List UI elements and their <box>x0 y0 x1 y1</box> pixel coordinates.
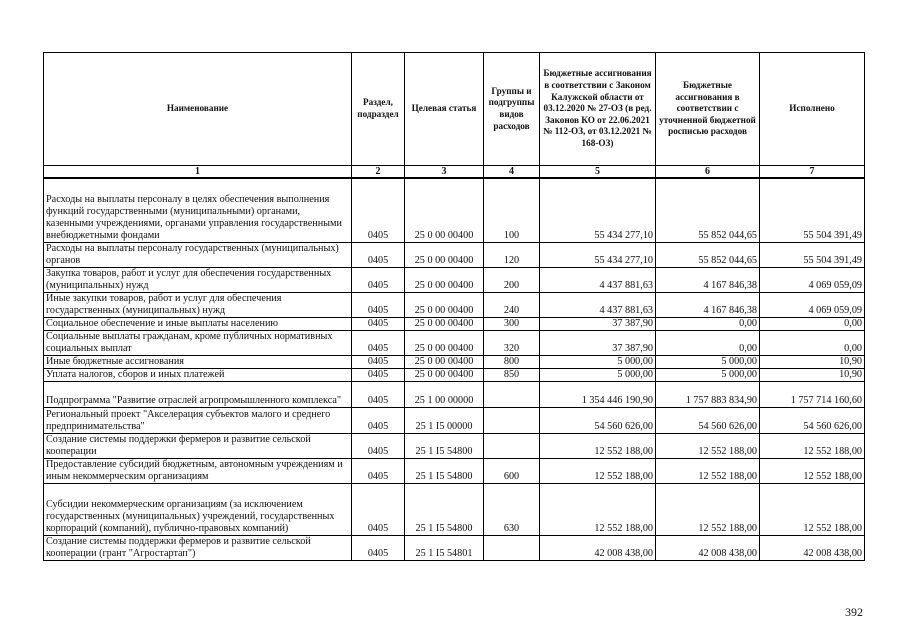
row-law-amount: 1 354 446 190,90 <box>540 381 656 407</box>
row-section: 0405 <box>352 368 405 381</box>
table-row <box>44 535 865 560</box>
row-refined-amount: 5 000,00 <box>656 355 760 368</box>
row-section: 0405 <box>352 267 405 292</box>
row-target: 25 0 00 00400 <box>405 355 484 368</box>
row-section: 0405 <box>352 407 405 433</box>
row-section: 0405 <box>352 355 405 368</box>
column-number-row <box>44 166 865 179</box>
row-group: 850 <box>484 368 540 381</box>
row-target: 25 0 00 00400 <box>405 178 484 242</box>
row-refined-amount: 54 560 626,00 <box>656 407 760 433</box>
row-target: 25 0 00 00400 <box>405 330 484 355</box>
row-executed-amount: 12 552 188,00 <box>760 433 865 458</box>
row-section: 0405 <box>352 458 405 483</box>
header-section: Раздел, подраздел <box>352 53 405 166</box>
row-target: 25 1 I5 00000 <box>405 407 484 433</box>
page-number: 392 <box>845 605 863 619</box>
row-target: 25 1 I5 54800 <box>405 483 484 535</box>
table-row <box>44 433 865 458</box>
row-group <box>484 381 540 407</box>
row-executed-amount: 0,00 <box>760 317 865 330</box>
row-target: 25 0 00 00400 <box>405 242 484 267</box>
row-target: 25 1 I5 54800 <box>405 458 484 483</box>
row-name: Закупка товаров, работ и услуг для обеспечения государственных (муниципальных) нужд <box>44 267 352 292</box>
row-section: 0405 <box>352 317 405 330</box>
column-number: 3 <box>405 166 484 179</box>
table-row <box>44 381 865 407</box>
row-group: 600 <box>484 458 540 483</box>
row-executed-amount: 54 560 626,00 <box>760 407 865 433</box>
row-law-amount: 54 560 626,00 <box>540 407 656 433</box>
row-name: Создание системы поддержки фермеров и развитие сельской кооперации (грант "Агростартап") <box>44 535 352 560</box>
table-row <box>44 458 865 483</box>
row-group: 630 <box>484 483 540 535</box>
column-number: 5 <box>540 166 656 179</box>
budget-table <box>43 52 865 561</box>
row-name: Подпрограмма "Развитие отраслей агропромышленного комплекса" <box>44 381 352 407</box>
row-name: Создание системы поддержки фермеров и развитие сельской кооперации <box>44 433 352 458</box>
row-group: 120 <box>484 242 540 267</box>
row-law-amount: 42 008 438,00 <box>540 535 656 560</box>
row-executed-amount: 42 008 438,00 <box>760 535 865 560</box>
row-group <box>484 433 540 458</box>
table-row <box>44 355 865 368</box>
table-row <box>44 407 865 433</box>
row-executed-amount: 12 552 188,00 <box>760 458 865 483</box>
row-group: 240 <box>484 292 540 317</box>
row-group: 200 <box>484 267 540 292</box>
row-section: 0405 <box>352 483 405 535</box>
row-group: 800 <box>484 355 540 368</box>
row-refined-amount: 4 167 846,38 <box>656 267 760 292</box>
header-executed: Исполнено <box>760 53 865 166</box>
row-law-amount: 4 437 881,63 <box>540 267 656 292</box>
row-section: 0405 <box>352 381 405 407</box>
table-body <box>44 178 865 560</box>
header-row <box>44 53 865 166</box>
row-group <box>484 535 540 560</box>
row-law-amount: 12 552 188,00 <box>540 458 656 483</box>
row-section: 0405 <box>352 242 405 267</box>
table-row <box>44 178 865 242</box>
row-executed-amount: 4 069 059,09 <box>760 267 865 292</box>
header-groups: Группы и подгруппы видов расходов <box>484 53 540 166</box>
row-group: 300 <box>484 317 540 330</box>
row-law-amount: 12 552 188,00 <box>540 433 656 458</box>
row-law-amount: 37 387,90 <box>540 317 656 330</box>
row-refined-amount: 5 000,00 <box>656 368 760 381</box>
column-number: 4 <box>484 166 540 179</box>
row-section: 0405 <box>352 433 405 458</box>
row-name: Субсидии некоммерческим организациям (за исключением государственных (муниципальных) учреждений, государственных корпораций (компаний), публично-правовых компаний) <box>44 483 352 535</box>
table-row <box>44 483 865 535</box>
row-target: 25 0 00 00400 <box>405 368 484 381</box>
row-name: Иные бюджетные ассигнования <box>44 355 352 368</box>
row-group <box>484 407 540 433</box>
row-executed-amount: 12 552 188,00 <box>760 483 865 535</box>
row-name: Уплата налогов, сборов и иных платежей <box>44 368 352 381</box>
table-row <box>44 368 865 381</box>
row-refined-amount: 1 757 883 834,90 <box>656 381 760 407</box>
table-row <box>44 267 865 292</box>
row-section: 0405 <box>352 535 405 560</box>
row-refined-amount: 4 167 846,38 <box>656 292 760 317</box>
row-law-amount: 55 434 277,10 <box>540 178 656 242</box>
row-target: 25 1 00 00000 <box>405 381 484 407</box>
column-number: 7 <box>760 166 865 179</box>
row-executed-amount: 10,90 <box>760 355 865 368</box>
row-name: Социальное обеспечение и иные выплаты населению <box>44 317 352 330</box>
row-law-amount: 12 552 188,00 <box>540 483 656 535</box>
column-number: 6 <box>656 166 760 179</box>
row-target: 25 0 00 00400 <box>405 267 484 292</box>
table-row <box>44 330 865 355</box>
row-law-amount: 4 437 881,63 <box>540 292 656 317</box>
row-refined-amount: 55 852 044,65 <box>656 178 760 242</box>
table-row <box>44 242 865 267</box>
column-number: 1 <box>44 166 352 179</box>
row-refined-amount: 0,00 <box>656 317 760 330</box>
row-law-amount: 55 434 277,10 <box>540 242 656 267</box>
row-refined-amount: 55 852 044,65 <box>656 242 760 267</box>
row-target: 25 1 I5 54801 <box>405 535 484 560</box>
row-refined-amount: 12 552 188,00 <box>656 458 760 483</box>
row-law-amount: 5 000,00 <box>540 368 656 381</box>
row-section: 0405 <box>352 178 405 242</box>
row-group: 100 <box>484 178 540 242</box>
header-name: Наименование <box>44 53 352 166</box>
row-executed-amount: 55 504 391,49 <box>760 178 865 242</box>
row-law-amount: 37 387,90 <box>540 330 656 355</box>
row-target: 25 0 00 00400 <box>405 317 484 330</box>
table-row <box>44 317 865 330</box>
row-name: Расходы на выплаты персоналу в целях обеспечения выполнения функций государственными (муниципальными) органами, казенными учреждениями, органами управления государственными внебюджетными фондами <box>44 178 352 242</box>
header-refined-allocations: Бюджетные ассигнования в соответствии с уточненной бюджетной росписью расходов <box>656 53 760 166</box>
row-group: 320 <box>484 330 540 355</box>
row-target: 25 1 I5 54800 <box>405 433 484 458</box>
row-executed-amount: 10,90 <box>760 368 865 381</box>
row-executed-amount: 1 757 714 160,60 <box>760 381 865 407</box>
column-number: 2 <box>352 166 405 179</box>
row-law-amount: 5 000,00 <box>540 355 656 368</box>
row-name: Региональный проект "Акселерация субъектов малого и среднего предпринимательства" <box>44 407 352 433</box>
row-name: Предоставление субсидий бюджетным, автономным учреждениям и иным некоммерческим организациям <box>44 458 352 483</box>
row-name: Расходы на выплаты персоналу государственных (муниципальных) органов <box>44 242 352 267</box>
row-name: Иные закупки товаров, работ и услуг для обеспечения государственных (муниципальных) нужд <box>44 292 352 317</box>
row-refined-amount: 0,00 <box>656 330 760 355</box>
row-section: 0405 <box>352 292 405 317</box>
row-target: 25 0 00 00400 <box>405 292 484 317</box>
row-executed-amount: 4 069 059,09 <box>760 292 865 317</box>
row-name: Социальные выплаты гражданам, кроме публичных нормативных социальных выплат <box>44 330 352 355</box>
header-target: Целевая статья <box>405 53 484 166</box>
header-law-allocations: Бюджетные ассигнования в соответствии с Законом Калужской области от 03.12.2020 № 27-ОЗ (в ред. Законов КО от 22.06.2021 № 112-ОЗ, от 03.12.2021 № 168-ОЗ) <box>540 53 656 166</box>
row-executed-amount: 55 504 391,49 <box>760 242 865 267</box>
row-executed-amount: 0,00 <box>760 330 865 355</box>
row-refined-amount: 42 008 438,00 <box>656 535 760 560</box>
row-refined-amount: 12 552 188,00 <box>656 483 760 535</box>
row-section: 0405 <box>352 330 405 355</box>
table-row <box>44 292 865 317</box>
row-refined-amount: 12 552 188,00 <box>656 433 760 458</box>
